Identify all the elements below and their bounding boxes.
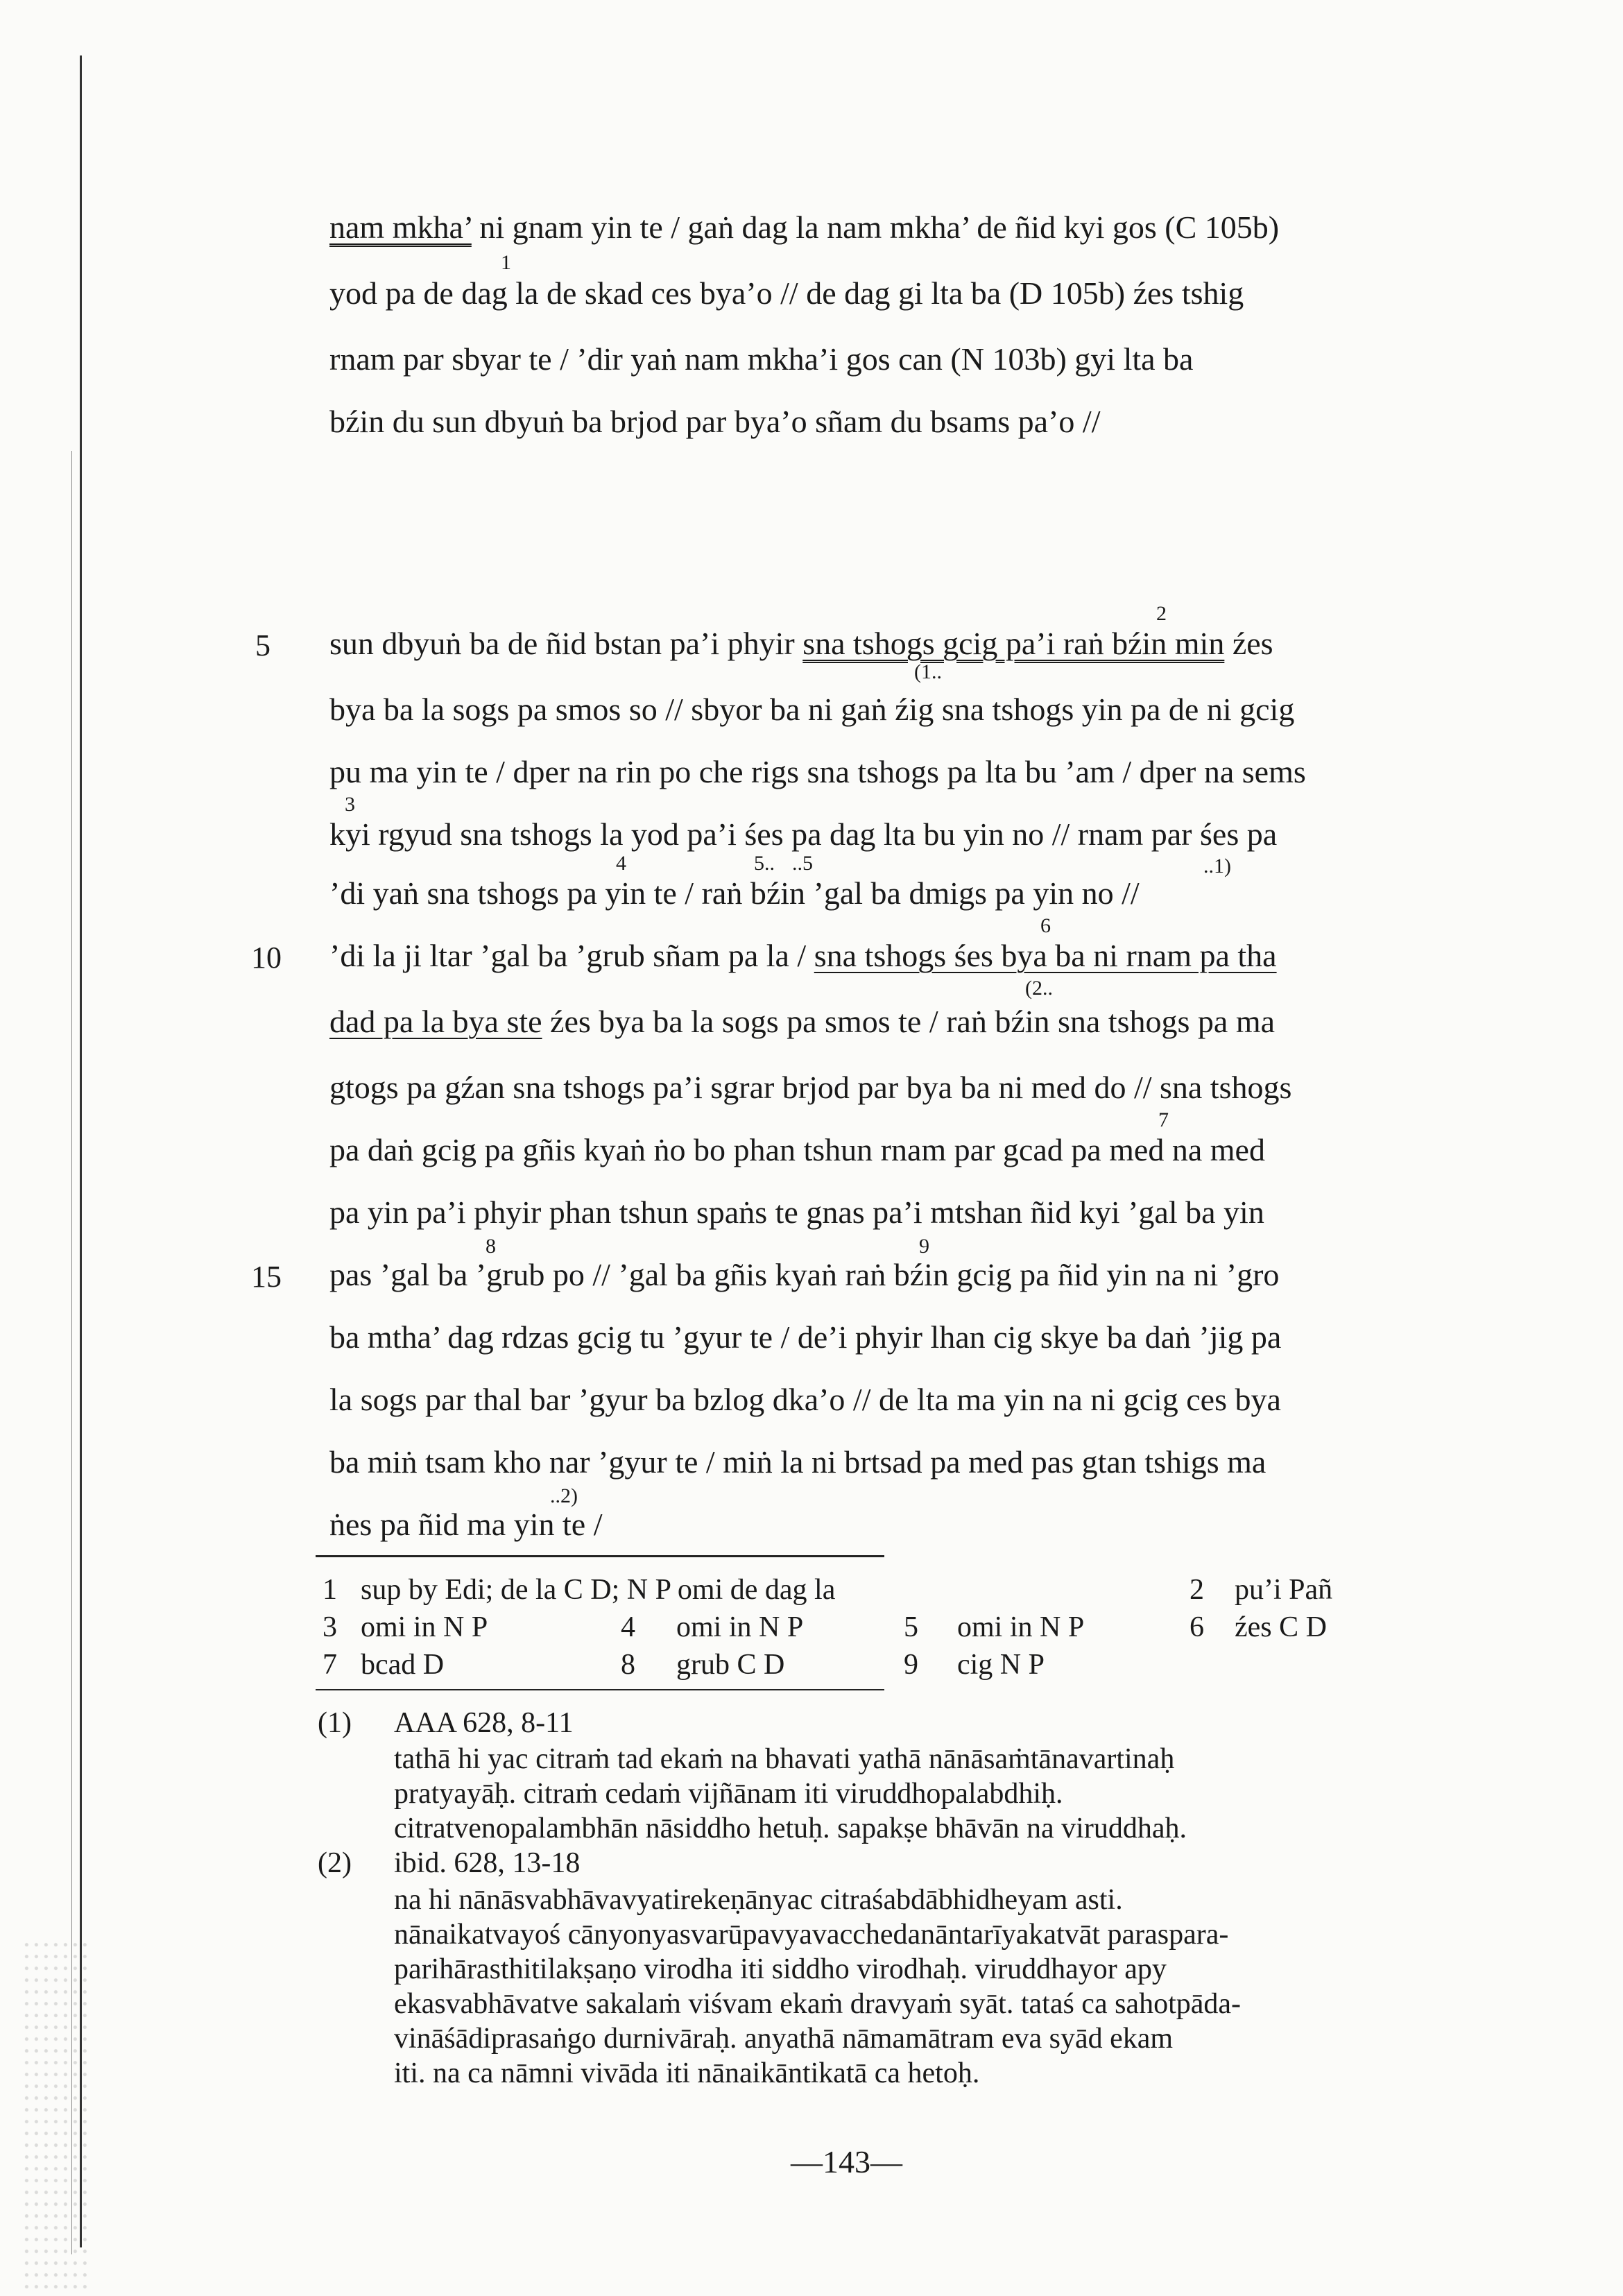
variant-reading: omi in N P — [361, 1611, 488, 1643]
note-line: parihārasthitilakṣaṇo virodha iti siddho virodhaḥ. viruddhayor apy — [394, 1953, 1167, 1985]
variant-number: 2 — [1190, 1574, 1204, 1606]
note-line: iti. na ca nāmni vivāda iti nānaikāntikatā ca hetoḥ. — [394, 2057, 980, 2089]
text-line: kyi rgyud sna tshogs la yod pa’i śes pa dag lta bu yin no // rnam par śes pa — [329, 816, 1278, 852]
note-line: vināśādiprasaṅgo durnivāraḥ. anyathā nāmamātram eva syād ekam — [394, 2023, 1174, 2055]
collation-bracket: (2.. — [1025, 977, 1053, 1000]
variant-number: 4 — [621, 1611, 635, 1643]
line-number: 15 — [251, 1260, 282, 1294]
text-line: ṅes pa ñid ma yin te / — [329, 1507, 603, 1542]
text-line: sun dbyuṅ ba de ñid bstan pa’i phyir sna tshogs gcig pa’i raṅ bźin min źes — [329, 626, 1273, 661]
collation-bracket: ..1) — [1203, 855, 1231, 877]
text-line: gtogs pa gźan sna tshogs pa’i sgrar brjod par bya ba ni med do // sna tshogs — [329, 1070, 1292, 1105]
note-line: tathā hi yac citraṁ tad ekaṁ na bhavati yathā nānāsaṁtānavartinaḥ — [394, 1743, 1175, 1775]
variant-marker: 9 — [919, 1235, 929, 1258]
variant-marker: 2 — [1156, 602, 1167, 625]
collation-bracket: ..2) — [550, 1484, 578, 1507]
notes-rule — [316, 1689, 884, 1690]
apparatus-rule — [316, 1555, 884, 1557]
text-line: pa yin pa’i phyir phan tshun spaṅs te gnas pa’i mtshan ñid kyi ’gal ba yin — [329, 1194, 1264, 1230]
text-line: pas ’gal ba ’grub po // ’gal ba gñis kyaṅ raṅ bźin gcig pa ñid yin na ni ’gro — [329, 1257, 1280, 1292]
variant-number: 9 — [904, 1649, 918, 1681]
text-line: yod pa de dag la de skad ces bya’o // de dag gi lta ba (D 105b) źes tshig — [329, 275, 1244, 311]
note-line: citratvenopalambhān nāsiddho hetuḥ. sapakṣe bhāvān na viruddhaḥ. — [394, 1813, 1187, 1844]
variant-marker: 3 — [345, 793, 355, 816]
note-line: ekasvabhāvatve sakalaṁ viśvam ekaṁ dravyaṁ syāt. tataś ca sahotpāda- — [394, 1988, 1242, 2020]
variant-number: 8 — [621, 1649, 635, 1681]
variant-marker: 7 — [1158, 1108, 1169, 1131]
note-number: (1) — [318, 1707, 352, 1739]
text-line: ’di yaṅ sna tshogs pa yin te / raṅ bźin ’gal ba dmigs pa yin no // — [329, 875, 1140, 911]
variant-marker: 6 — [1040, 914, 1051, 937]
variant-reading: pu’i Pañ — [1235, 1574, 1333, 1606]
variant-marker: 4 — [616, 852, 626, 875]
scan-noise — [21, 1935, 90, 2296]
variant-number: 5 — [904, 1611, 918, 1643]
variant-marker: 1 — [501, 251, 511, 274]
collation-bracket: (1.. — [914, 660, 942, 683]
text-line: ba miṅ tsam kho nar ’gyur te / miṅ la ni brtsad pa med pas gtan tshigs ma — [329, 1444, 1266, 1480]
text-line: bźin du sun dbyuṅ ba brjod par bya’o sñam du bsams pa’o // — [329, 404, 1101, 439]
text-line: ’di la ji ltar ’gal ba ’grub sñam pa la / sna tshogs śes bya ba ni rnam pa tha — [329, 938, 1277, 973]
text-line: pa daṅ gcig pa gñis kyaṅ ṅo bo phan tshun rnam par gcad pa med na med — [329, 1132, 1265, 1167]
variant-reading: cig N P — [957, 1649, 1045, 1681]
line-number: 5 — [255, 628, 270, 662]
variant-reading: sup by Edi; de la C D; N P omi de dag la — [361, 1574, 836, 1606]
variant-number: 3 — [323, 1611, 337, 1643]
text-line: rnam par sbyar te / ’dir yaṅ nam mkha’i gos can (N 103b) gyi lta ba — [329, 341, 1194, 377]
text-line: ba mtha’ dag rdzas gcig tu ’gyur te / de’i phyir lhan cig skye ba daṅ ’jig pa — [329, 1319, 1282, 1355]
variant-marker: ..5 — [792, 852, 813, 875]
variant-number: 6 — [1190, 1611, 1204, 1643]
text-line: dad pa la bya ste źes bya ba la sogs pa smos te / raṅ bźin sna tshogs pa ma — [329, 1004, 1276, 1039]
variant-reading: bcad D — [361, 1649, 445, 1681]
note-reference: ibid. 628, 13-18 — [394, 1847, 581, 1879]
variant-number: 1 — [323, 1574, 337, 1606]
text-line: nam mkha’ ni gnam yin te / gaṅ dag la nam mkha’ de ñid kyi gos (C 105b) — [329, 209, 1280, 245]
note-reference: AAA 628, 8-11 — [394, 1707, 574, 1739]
text-line: pu ma yin te / dper na rin po che rigs sna tshogs pa lta bu ’am / dper na sems — [329, 754, 1306, 789]
note-number: (2) — [318, 1847, 352, 1879]
note-line: nānaikatvayoś cānyonyasvarūpavyavacchedanāntarīyakatvāt paraspara- — [394, 1919, 1229, 1951]
scan-margin-rule — [80, 55, 82, 2247]
line-number: 10 — [251, 941, 282, 975]
note-line: na hi nānāsvabhāvavyatirekeṇānyac citraśabdābhidheyam asti. — [394, 1884, 1123, 1916]
variant-reading: omi in N P — [676, 1611, 804, 1643]
variant-number: 7 — [323, 1649, 337, 1681]
text-line: la sogs par thal bar ’gyur ba bzlog dka’o // de lta ma yin na ni gcig ces bya — [329, 1382, 1281, 1417]
text-line: bya ba la sogs pa smos so // sbyor ba ni gaṅ źig sna tshogs yin pa de ni gcig — [329, 692, 1295, 727]
variant-marker: 8 — [486, 1235, 496, 1258]
note-line: pratyayāḥ. citraṁ cedaṁ vijñānam iti viruddhopalabdhiḥ. — [394, 1778, 1063, 1810]
variant-reading: grub C D — [676, 1649, 785, 1681]
variant-reading: źes C D — [1235, 1611, 1327, 1643]
variant-marker: 5.. — [754, 852, 775, 875]
page-number: —143— — [791, 2144, 902, 2179]
variant-reading: omi in N P — [957, 1611, 1085, 1643]
